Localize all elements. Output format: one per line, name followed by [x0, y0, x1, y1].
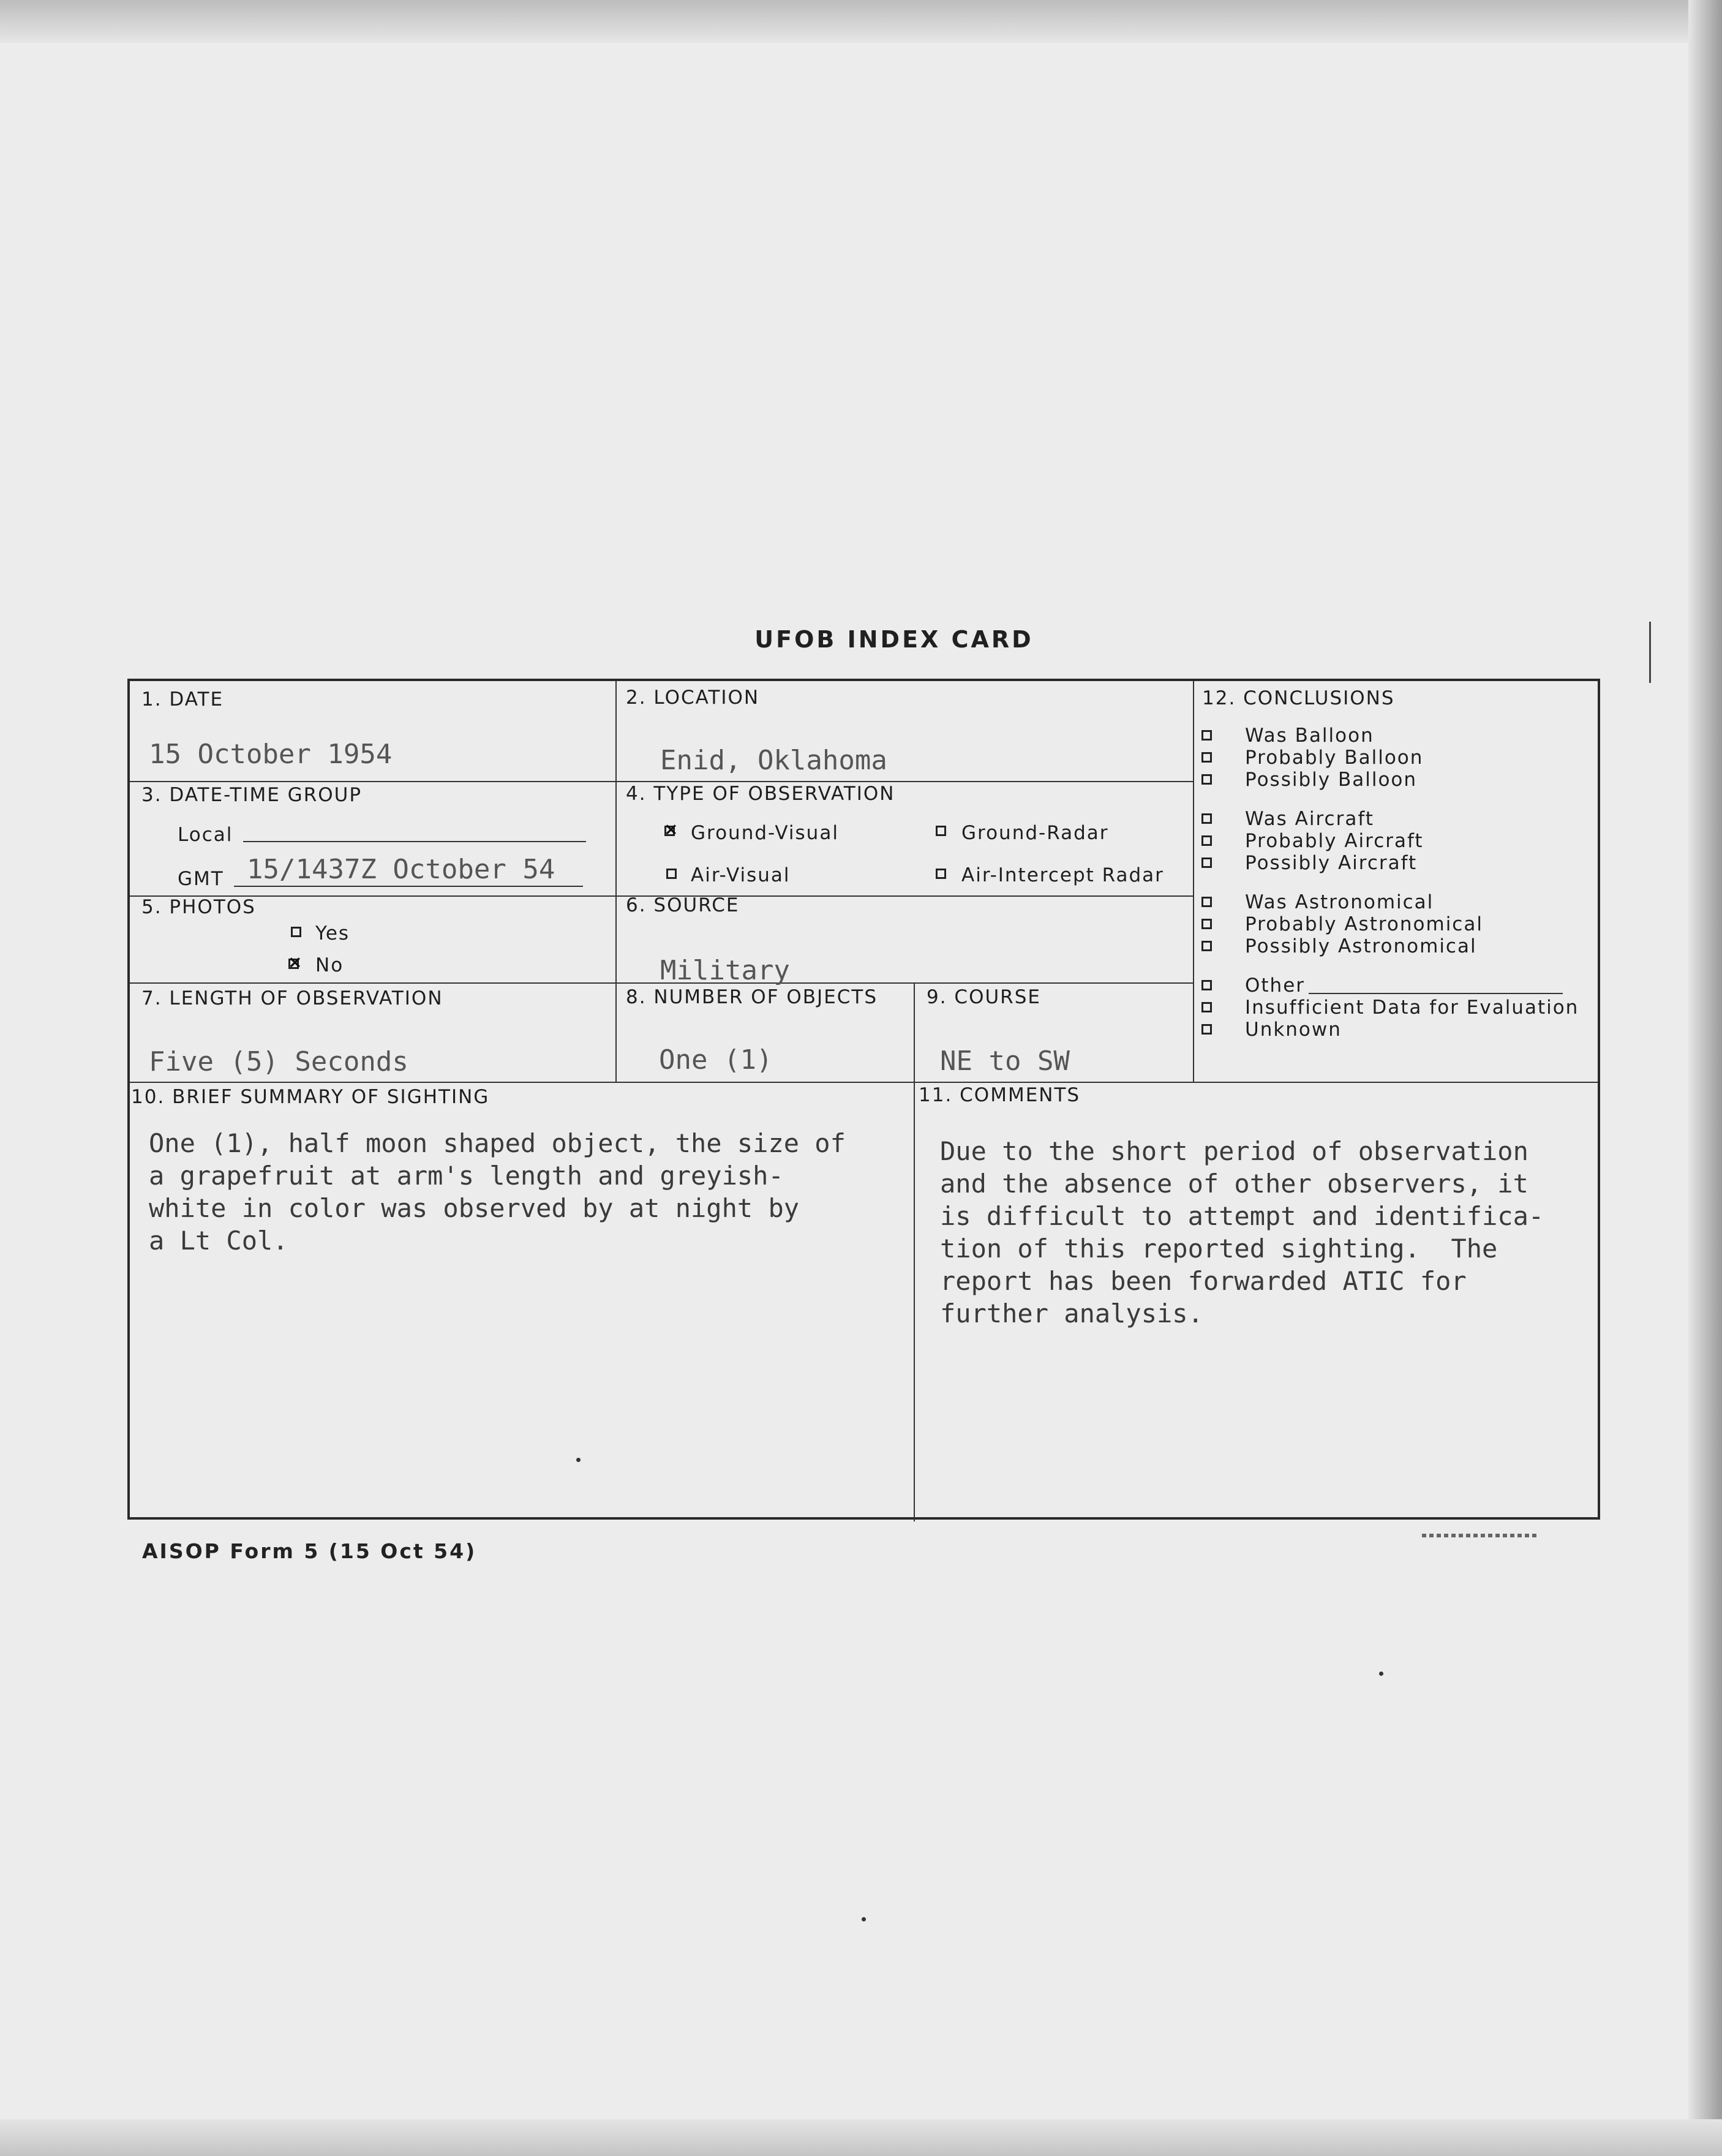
comments-line: is difficult to attempt and identifica-	[940, 1201, 1544, 1231]
observation-type-label: 4. TYPE OF OBSERVATION	[626, 783, 895, 805]
conclusion-row	[1201, 913, 1593, 935]
possibly-balloon-option: Possibly Balloon	[1245, 769, 1418, 791]
card-title: UFOB INDEX CARD	[754, 626, 1034, 653]
probably-astronomical-checkbox[interactable]	[1201, 919, 1212, 929]
probably-balloon-checkbox[interactable]	[1201, 752, 1212, 763]
length-value: Five (5) Seconds	[149, 1046, 408, 1077]
conclusion-row	[1201, 747, 1593, 769]
photos-yes-checkbox[interactable]	[291, 927, 301, 937]
conclusions-group-other	[1201, 974, 1593, 1041]
summary-label: 10. BRIEF SUMMARY OF SIGHTING	[131, 1086, 490, 1108]
date-label: 1. DATE	[141, 688, 224, 710]
printer-imprint	[1422, 1534, 1538, 1537]
ground-visual-option: Ground-Visual	[691, 822, 839, 844]
form-number: AISOP Form 5 (15 Oct 54)	[142, 1539, 477, 1563]
source-label: 6. SOURCE	[626, 894, 740, 916]
air-visual-checkbox[interactable]	[666, 869, 677, 879]
possibly-aircraft-checkbox[interactable]	[1201, 858, 1212, 868]
summary-line: One (1), half moon shaped object, the size of	[149, 1128, 846, 1158]
conclusion-row	[1201, 830, 1593, 852]
date-value: 15 October 1954	[149, 739, 393, 770]
unknown-option: Unknown	[1245, 1019, 1342, 1041]
other-option: Other	[1245, 974, 1306, 997]
gmt-field-line	[234, 886, 583, 887]
conclusion-row	[1201, 974, 1593, 997]
was-balloon-checkbox[interactable]	[1201, 730, 1212, 741]
comments-line: report has been forwarded ATIC for	[940, 1266, 1467, 1296]
was-astronomical-option: Was Astronomical	[1245, 891, 1434, 913]
photos-no-checkbox[interactable]	[288, 959, 299, 969]
conclusion-row	[1201, 997, 1593, 1019]
conclusion-row	[1201, 725, 1593, 747]
ground-visual-checkbox[interactable]	[664, 826, 675, 836]
insufficient-data-option: Insufficient Data for Evaluation	[1245, 997, 1579, 1019]
divider	[914, 982, 915, 1521]
ground-radar-option: Ground-Radar	[961, 822, 1109, 844]
location-value: Enid, Oklahoma	[660, 745, 887, 776]
conclusions-label: 12. CONCLUSIONS	[1202, 687, 1395, 709]
card-edge	[1649, 622, 1651, 683]
conclusion-row	[1201, 935, 1593, 957]
comments-line: and the absence of other observers, it	[940, 1169, 1528, 1199]
conclusion-row	[1201, 769, 1593, 791]
possibly-aircraft-option: Possibly Aircraft	[1245, 852, 1418, 874]
summary-line: a Lt Col.	[149, 1226, 288, 1256]
gmt-label: GMT	[178, 868, 224, 890]
objects-value: One (1)	[659, 1044, 773, 1076]
comments-label: 11. COMMENTS	[919, 1084, 1081, 1106]
conclusion-row	[1201, 808, 1593, 830]
comments-text	[940, 1135, 1544, 1330]
was-aircraft-checkbox[interactable]	[1201, 813, 1212, 824]
photos-label: 5. PHOTOS	[141, 896, 256, 918]
conclusion-row	[1201, 1019, 1593, 1041]
dust-speck	[862, 1917, 866, 1921]
local-label: Local	[178, 824, 233, 846]
course-value: NE to SW	[940, 1046, 1070, 1077]
probably-balloon-option: Probably Balloon	[1245, 747, 1424, 769]
comments-line: Due to the short period of observation	[940, 1136, 1528, 1166]
was-balloon-option: Was Balloon	[1245, 725, 1374, 747]
dust-speck	[1379, 1672, 1383, 1676]
other-checkbox[interactable]	[1201, 980, 1212, 990]
course-label: 9. COURSE	[927, 986, 1041, 1008]
objects-label: 8. NUMBER OF OBJECTS	[626, 986, 878, 1008]
unknown-checkbox[interactable]	[1201, 1024, 1212, 1035]
conclusions-group-balloon	[1201, 725, 1593, 791]
probably-aircraft-checkbox[interactable]	[1201, 835, 1212, 846]
insufficient-data-checkbox[interactable]	[1201, 1002, 1212, 1012]
scan-border-top	[0, 0, 1722, 43]
summary-line: white in color was observed by at night by	[149, 1193, 800, 1223]
air-intercept-radar-option: Air-Intercept Radar	[961, 864, 1164, 886]
gmt-value: 15/1437Z October 54	[247, 854, 555, 885]
conclusions-list	[1201, 725, 1593, 1058]
photos-yes-option: Yes	[315, 922, 350, 944]
scan-border-bottom	[0, 2119, 1722, 2156]
divider	[130, 1082, 1598, 1083]
possibly-balloon-checkbox[interactable]	[1201, 774, 1212, 785]
summary-line: a grapefruit at arm's length and greyish-	[149, 1161, 784, 1191]
possibly-astronomical-option: Possibly Astronomical	[1245, 935, 1477, 957]
air-intercept-radar-checkbox[interactable]	[936, 869, 946, 879]
probably-aircraft-option: Probably Aircraft	[1245, 830, 1424, 852]
divider	[615, 681, 617, 1082]
air-visual-option: Air-Visual	[691, 864, 791, 886]
comments-line: further analysis.	[940, 1298, 1203, 1329]
conclusions-group-astronomical	[1201, 891, 1593, 957]
conclusion-row	[1201, 891, 1593, 913]
was-astronomical-checkbox[interactable]	[1201, 897, 1212, 907]
length-label: 7. LENGTH OF OBSERVATION	[141, 987, 443, 1009]
source-value: Military	[660, 955, 790, 986]
scan-border-right	[1688, 0, 1722, 2156]
conclusion-row	[1201, 852, 1593, 874]
other-field-line	[1309, 993, 1563, 994]
possibly-astronomical-checkbox[interactable]	[1201, 941, 1212, 951]
dtg-label: 3. DATE-TIME GROUP	[141, 784, 363, 806]
local-field-line	[243, 841, 586, 842]
conclusions-group-aircraft	[1201, 808, 1593, 874]
probably-astronomical-option: Probably Astronomical	[1245, 913, 1483, 935]
location-label: 2. LOCATION	[626, 687, 760, 709]
divider	[130, 781, 1193, 782]
ground-radar-checkbox[interactable]	[936, 826, 946, 836]
was-aircraft-option: Was Aircraft	[1245, 808, 1374, 830]
summary-text	[149, 1127, 846, 1257]
comments-line: tion of this reported sighting. The	[940, 1234, 1498, 1264]
photos-no-option: No	[315, 954, 344, 976]
divider	[1193, 681, 1194, 1082]
